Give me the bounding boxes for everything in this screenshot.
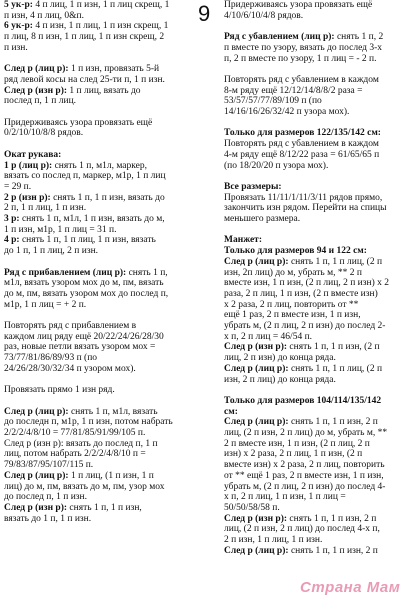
text-line	[224, 64, 411, 75]
text-line	[224, 332, 411, 343]
bold-label: 5 ук-р:	[4, 0, 36, 10]
text-line	[4, 150, 200, 161]
text-line	[4, 428, 200, 439]
line-text: снять 1 п, 1 п лиц, (2 п	[290, 256, 383, 267]
text-line	[4, 21, 200, 32]
text-line	[4, 321, 200, 332]
bold-label: 6 ук-р:	[4, 21, 36, 32]
text-line	[4, 332, 200, 343]
text-line	[224, 96, 411, 107]
text-line	[224, 150, 411, 161]
text-line	[4, 364, 200, 375]
text-line	[224, 342, 411, 353]
bold-label: След р (лиц р):	[4, 64, 71, 75]
line-text: лиц, 2 п изн) до конца ряда.	[224, 353, 336, 364]
bold-label: След р (лиц р):	[224, 363, 291, 374]
line-text: снять 1 п, 1 п лиц, 1 п изн, вязать	[21, 235, 156, 246]
line-text: 2 п вместе изн, 1 п изн, (2 п лиц, 2 п	[224, 438, 370, 449]
text-line	[224, 353, 411, 364]
line-text: 4 п лиц, 1 п изн, 1 п лиц скрещ, 1	[35, 0, 170, 10]
bold-label: След р (изн р):	[4, 85, 70, 96]
line-text: 4-м ряду ещё 8/12/22 раза = 61/65/65 п	[224, 149, 380, 160]
text-line	[4, 107, 200, 118]
text-line	[4, 54, 200, 65]
line-text: от ** ещё 1 раз, 2 п вместе изн, 1 п изн,	[224, 470, 384, 481]
text-line	[4, 235, 200, 246]
text-line	[224, 171, 411, 182]
text-line	[224, 54, 411, 65]
bold-label: След р (лиц р):	[4, 406, 71, 417]
text-line	[224, 503, 411, 514]
text-line	[224, 193, 411, 204]
line-text: = 29 п.	[4, 181, 32, 192]
line-text: м1р, 1 п лиц = + 2 п.	[4, 299, 87, 310]
page-number: 9	[198, 1, 211, 26]
line-text: до последн п, м1р, 1 п изн, потом набрать	[4, 417, 173, 428]
right-column	[224, 0, 411, 556]
line-text: 2 п, 1 п лиц, 1 п изн.	[4, 203, 87, 214]
line-text: вместе изн) х 2 раза, 2 п лиц, повторить	[224, 460, 385, 471]
text-line	[4, 492, 200, 503]
bold-label: След р (изн р):	[224, 513, 290, 524]
line-text: вязать до 1 п, 1 п изн.	[4, 513, 92, 524]
line-text: 4 п изн, 1 п лиц, 1 п изн скрещ, 1	[35, 21, 169, 32]
text-line	[224, 482, 411, 493]
line-text: 2 п изн, 1 п лиц, 1 п изн.	[224, 535, 323, 546]
line-text: 2/2/2/4/8/10 = 77/81/85/91/99/105 п.	[4, 428, 146, 439]
text-line	[4, 396, 200, 407]
line-text: п, 2 п вместе по узору, 1 п лиц = - 2 п.	[224, 53, 377, 64]
line-text: убрать м, (2 п лиц, 2 п изн) до послед 2-	[224, 321, 386, 332]
text-line	[224, 396, 411, 407]
line-text: вязать до послед п, 1 п	[65, 438, 158, 449]
text-line	[224, 471, 411, 482]
line-text: 0/2/10/10/8/8 рядов.	[4, 128, 84, 139]
text-line	[4, 460, 200, 471]
text-line	[224, 182, 411, 193]
text-line	[224, 449, 411, 460]
text-line	[224, 460, 411, 471]
text-line	[224, 161, 411, 172]
text-line	[224, 235, 411, 246]
line-text: снять 1 п, 1 п изн, 2 п	[290, 545, 378, 556]
text-line	[4, 203, 200, 214]
text-line	[224, 289, 411, 300]
text-line	[224, 439, 411, 450]
text-line	[4, 246, 200, 257]
text-line	[224, 21, 411, 32]
text-line	[4, 214, 200, 225]
bold-label: След р (изн р):	[224, 342, 290, 353]
bold-label: Окат рукава:	[4, 149, 62, 160]
text-line	[224, 246, 411, 257]
line-text: изн, 2п лиц) до м, убрать м, ** 2 п	[224, 267, 362, 278]
line-text: лиц) до м, пм, вязать до м, пм, узор мох	[4, 481, 165, 492]
line-text: до 1 п, 1 п лиц, 2 п изн.	[4, 246, 99, 257]
bold-label: Все размеры:	[224, 181, 282, 192]
text-line	[224, 118, 411, 129]
line-text: снять 1 п, 1 п изн, вязать до	[53, 192, 165, 203]
text-line	[224, 139, 411, 150]
text-line	[224, 524, 411, 535]
text-line	[224, 514, 411, 525]
line-text: снять 1 п, 1 п изн,	[69, 502, 142, 513]
text-line	[224, 32, 411, 43]
line-text: п изн.	[4, 42, 28, 53]
line-text: изн) х 2 раза, 2 п лиц, 1 п изн, (2 п	[224, 449, 363, 460]
text-line	[4, 193, 200, 204]
text-line	[4, 11, 200, 22]
text-line	[4, 171, 200, 182]
text-line	[4, 268, 200, 279]
text-line	[224, 75, 411, 86]
line-text: Повторять ряд с прибавлением в	[4, 321, 137, 332]
bold-label: След р (лиц р):	[224, 256, 291, 267]
line-text: Придерживаясь узора провязать ещё	[224, 0, 373, 10]
line-text: меньшего размера.	[224, 214, 301, 224]
text-line	[224, 385, 411, 396]
text-line	[4, 300, 200, 311]
line-text: лиц, (2 п изн, 2 п лиц) до м, убрать м, **	[224, 428, 388, 439]
text-line	[4, 407, 200, 418]
line-text: х 2 раза, 2 п лиц, повторить от **	[224, 299, 359, 310]
line-text: 50/50/58/58 п.	[224, 502, 280, 513]
line-text: закончить изн рядом. Перейти на спицы	[224, 203, 387, 214]
text-line	[4, 139, 200, 150]
line-text: раза, 2 п лиц, 1 п изн, (2 п вместе изн)	[224, 288, 378, 299]
bold-label: Только для размеров 104/114/135/142	[224, 395, 382, 406]
text-line	[4, 75, 200, 86]
line-text: лиц, потом набрать 2/2/2/4/8/10 п =	[4, 449, 146, 460]
text-line	[224, 278, 411, 289]
text-line	[224, 43, 411, 54]
line-text: (по 18/20/20 п узора мох).	[224, 160, 329, 171]
text-line	[224, 535, 411, 546]
text-line	[4, 289, 200, 300]
text-line	[4, 225, 200, 236]
line-text: послед п, 1 п лиц.	[4, 96, 77, 107]
line-text: снять 1 п, 1 п изн, 2 п	[290, 417, 378, 428]
bold-label: 1 р (лиц р):	[4, 160, 55, 171]
line-text: Провязать прямо 1 изн ряд.	[4, 385, 115, 396]
text-line	[4, 86, 200, 97]
line-text: Провязать 11/11/1/11/3/11 рядов прямо,	[224, 192, 383, 203]
line-text: п изн, 4 п лиц, 0&п.	[4, 10, 84, 21]
line-text: х п, 2 п лиц = 46/54 п.	[224, 331, 313, 342]
text-line	[224, 546, 411, 557]
line-text: 79/83/87/95/107/115 п.	[4, 460, 94, 471]
line-text: лиц, (2 п изн, 2 п лиц) до послед 4-х п,	[224, 524, 380, 535]
line-text: 8-м ряду ещё 12/12/14/8/8/2 раза =	[224, 85, 363, 96]
bold-label: см:	[224, 406, 238, 417]
text-line	[4, 503, 200, 514]
text-line	[224, 11, 411, 22]
text-line	[4, 439, 200, 450]
text-line	[4, 417, 200, 428]
text-line	[4, 182, 200, 193]
text-line	[4, 342, 200, 353]
line-text: След р (изн р):	[4, 438, 66, 449]
bold-label: 3 р:	[4, 214, 22, 225]
line-text: х п, 2 п лиц, 1 п изн, 1 п лиц =	[224, 492, 346, 503]
text-line	[224, 364, 411, 375]
text-line	[224, 86, 411, 97]
text-line	[4, 278, 200, 289]
line-text: 1 п изн, провязать 5-й	[70, 64, 160, 75]
line-text: 1 п изн, м1р, 1 п лиц = 31 п.	[4, 224, 117, 235]
line-text: изн, 2 п лиц) до конца ряда.	[224, 374, 336, 385]
line-text: ещё 1 раз, 2 п вместе изн, 1 п изн,	[224, 310, 361, 321]
line-text: п лиц, 8 п изн, 1 п лиц, 1 п изн скрещ, 2	[4, 32, 165, 43]
text-line	[224, 300, 411, 311]
line-text: п вместе по узору, вязать до послед 3-х	[224, 42, 383, 53]
text-line	[4, 118, 200, 129]
text-line	[224, 428, 411, 439]
line-text: снять 1 п, 1 п изн, 2 п	[289, 513, 377, 524]
line-text: снять 1 п, м1л, 1 п изн, вязать до м,	[21, 214, 165, 225]
bold-label: 4 р:	[4, 235, 22, 246]
line-text: Повторять ряд с убавлением в каждом	[224, 139, 379, 150]
line-text: Придерживаясь узора провязать ещё	[4, 117, 153, 128]
line-text: вместе изн, 1 п изн, (2 п лиц, 2 п изн) х 2	[224, 278, 389, 289]
bold-label: Манжет:	[224, 235, 262, 246]
bold-label: Ряд с убавлением (лиц р):	[224, 32, 337, 43]
bold-label: След р (лиц р):	[224, 545, 291, 556]
bold-label: След р (лиц р):	[224, 417, 291, 428]
site-watermark: Страна Мам	[300, 579, 401, 596]
text-line	[224, 321, 411, 332]
line-text: до послед п, 1 п изн.	[4, 492, 87, 503]
text-line	[224, 310, 411, 321]
bold-label: След р (изн р):	[4, 502, 70, 513]
text-line	[4, 385, 200, 396]
text-line	[4, 471, 200, 482]
text-line	[4, 64, 200, 75]
line-text: до м, пм, вязать узором мох до послед п,	[4, 288, 169, 299]
line-text: 73/77/81/86/89/93 п (по	[4, 353, 98, 364]
text-line	[4, 449, 200, 460]
line-text: каждом лиц ряду ещё 20/22/24/26/28/30	[4, 331, 164, 342]
text-line	[4, 161, 200, 172]
text-line	[4, 43, 200, 54]
line-text: снять 1 п, 1 п лиц, (2 п	[290, 363, 383, 374]
bold-label: Только для размеров 94 и 122 см:	[224, 246, 367, 257]
line-text: 1 п лиц, (1 п изн, 1 п	[70, 470, 154, 481]
text-line	[224, 492, 411, 503]
text-line	[224, 0, 411, 11]
text-line	[4, 257, 200, 268]
bold-label: Только для размеров 122/135/142 см:	[224, 128, 381, 139]
line-text: 1 п лиц, вязать до	[69, 85, 141, 96]
text-line	[4, 96, 200, 107]
line-text: снять 1 п, м1л, вязать	[70, 406, 158, 417]
line-text: ряд левой косы на след 25-ти п, 1 п изн.	[4, 74, 165, 85]
text-line	[224, 107, 411, 118]
text-line	[224, 214, 411, 225]
text-line	[224, 225, 411, 236]
line-text: 4/10/6/10/4/8 рядов.	[224, 10, 304, 21]
bold-label: Ряд с прибавлением (лиц р):	[4, 267, 129, 278]
text-line	[224, 203, 411, 214]
text-line	[4, 375, 200, 386]
line-text: вязать со послед п, маркер, м1р, 1 п лиц	[4, 171, 166, 182]
text-line	[4, 0, 200, 11]
text-line	[4, 128, 200, 139]
line-text: снять 1 п, 1 п изн, (2 п	[289, 342, 380, 353]
text-line	[4, 353, 200, 364]
line-text: убрать м, (2 п лиц, 2 п изн) до послед 4-	[224, 481, 386, 492]
line-text: 14/16/16/26/32/42 п узора мох).	[224, 107, 350, 117]
text-line	[4, 310, 200, 321]
line-text: снять 1 п, м1л, маркер,	[54, 160, 147, 171]
text-line	[4, 482, 200, 493]
text-line	[4, 514, 200, 525]
text-line	[224, 257, 411, 268]
text-line	[224, 407, 411, 418]
text-line	[224, 417, 411, 428]
text-line	[224, 268, 411, 279]
text-line	[4, 32, 200, 43]
bold-label: 2 р (изн р):	[4, 192, 54, 203]
line-text: раз, новые петли вязать узором мох =	[4, 342, 156, 353]
line-text: снять 1 п, 2	[336, 32, 384, 43]
left-column	[4, 0, 200, 524]
line-text: 53/57/57/77/89/109 п (по	[224, 96, 322, 107]
line-text: м1л, вязать узором мох до м, пм, вязать	[4, 278, 164, 289]
line-text: снять 1 п,	[128, 267, 168, 278]
line-text: Повторять ряд с убавлением в каждом	[224, 74, 379, 85]
bold-label: След р (лиц р):	[4, 470, 71, 481]
text-line	[224, 128, 411, 139]
line-text: 24/26/28/30/32/34 п узором мох).	[4, 363, 136, 374]
text-line	[224, 375, 411, 386]
